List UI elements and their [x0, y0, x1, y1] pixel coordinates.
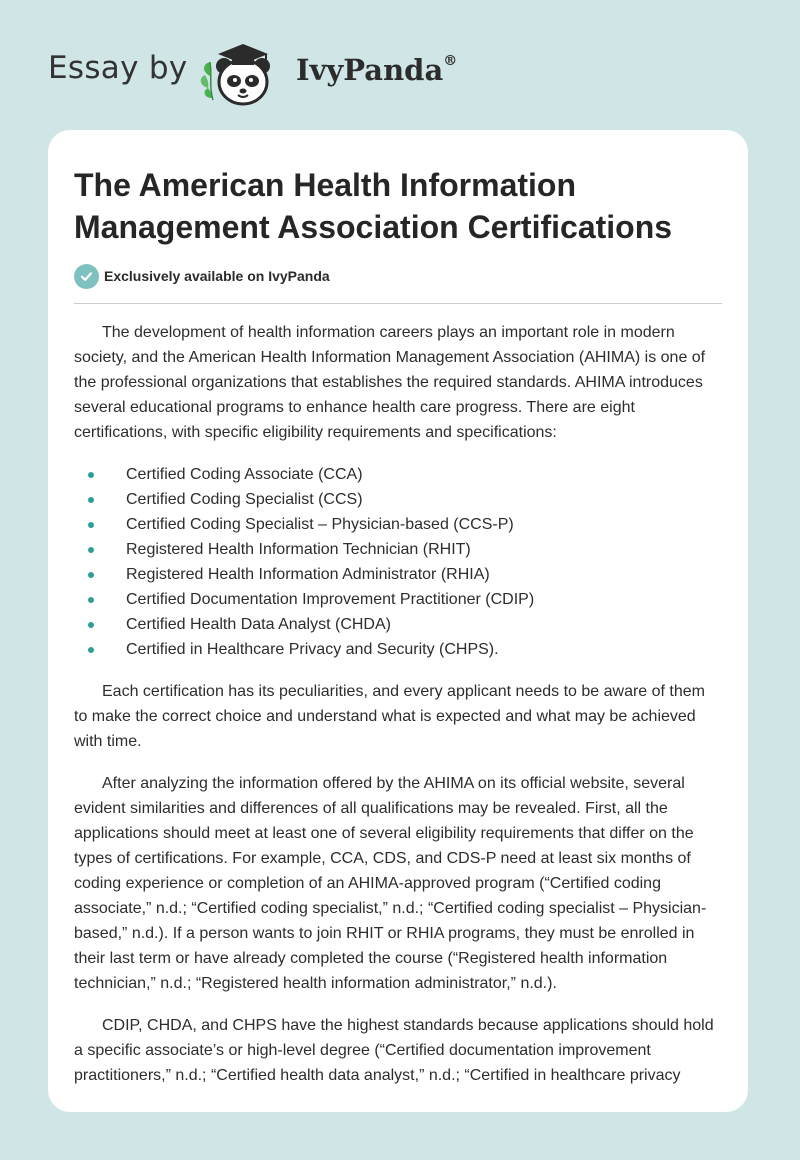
registered-mark: ® [443, 53, 458, 70]
list-item-text: Certified Health Data Analyst (CHDA) [126, 616, 391, 633]
certification-list [74, 462, 722, 662]
paragraph: CDIP, CHDA, and CHPS have the highest standards because applications should hold a specific associate’s or high-level degree (“Certified documentation improvement practitioners,” n.d.; “Certified health data analyst,” n.d.; “Certified in healthcare privacy [74, 1017, 714, 1084]
paragraph: The development of health information careers plays an important role in modern society, and the American Health Information Management Association (AHIMA) is one of the professional organizations that establishes the required standards. AHIMA introduces several educational programs to enhance health care progress. There are eight certifications, with specific eligibility requirements and specifications: [74, 324, 706, 441]
site-header [0, 0, 800, 130]
list-item [74, 612, 722, 637]
bullet-icon [88, 597, 94, 603]
essay-card [48, 130, 748, 1112]
list-item [74, 462, 722, 487]
paragraph: Each certification has its peculiarities, and every applicant needs to be aware of them to make the correct choice and understand what is expected and what may be achieved with time. [74, 683, 705, 750]
list-item [74, 487, 722, 512]
title-divider [74, 303, 722, 304]
check-circle-icon [74, 264, 99, 289]
ivypanda-panda-logo-icon[interactable] [196, 36, 288, 108]
list-item-text: Registered Health Information Administrator (RHIA) [126, 566, 490, 583]
list-item-text: Certified Coding Associate (CCA) [126, 466, 363, 483]
essay-by-label: Essay by [48, 50, 188, 86]
bullet-icon [88, 572, 94, 578]
exclusive-badge [74, 263, 330, 289]
exclusive-badge-text: Exclusively available on IvyPanda [104, 268, 330, 284]
bullet-icon [88, 522, 94, 528]
list-item-text: Certified in Healthcare Privacy and Security (CHPS). [126, 641, 499, 658]
essay-body [74, 320, 722, 1105]
brand-name[interactable] [296, 53, 457, 87]
list-item-text: Certified Coding Specialist (CCS) [126, 491, 363, 508]
bullet-icon [88, 622, 94, 628]
list-item-text: Certified Documentation Improvement Practitioner (CDIP) [126, 591, 535, 608]
bullet-icon [88, 472, 94, 478]
list-item-text: Registered Health Information Technician (RHIT) [126, 541, 471, 558]
bullet-icon [88, 497, 94, 503]
list-item [74, 587, 722, 612]
list-item [74, 562, 722, 587]
brand-text: IvyPanda [296, 53, 444, 87]
list-item [74, 637, 722, 662]
bullet-icon [88, 647, 94, 653]
list-item-text: Certified Coding Specialist – Physician-based (CCS-P) [126, 516, 514, 533]
bullet-icon [88, 547, 94, 553]
list-item [74, 512, 722, 537]
essay-title: The American Health Information Management Association Certifications [74, 167, 673, 245]
paragraph: After analyzing the information offered by the AHIMA on its official website, several evident similarities and differences of all qualifications may be revealed. First, all the applications should meet at least one of several eligibility requirements that differ on the types of certifications. For example, CCA, CDS, and CDS-P need at least six months of coding experience or completion of an AHIMA-approved program (“Certified coding associate,” n.d.; “Certified coding specialist,” n.d.; “Certified coding specialist – Physician-based,” n.d.). If a person wants to join RHIT or RHIA programs, they must be enrolled in their last term or have already completed the course (“Registered health information technician,” n.d.; “Registered health information administrator,” n.d.). [74, 775, 707, 992]
list-item [74, 537, 722, 562]
